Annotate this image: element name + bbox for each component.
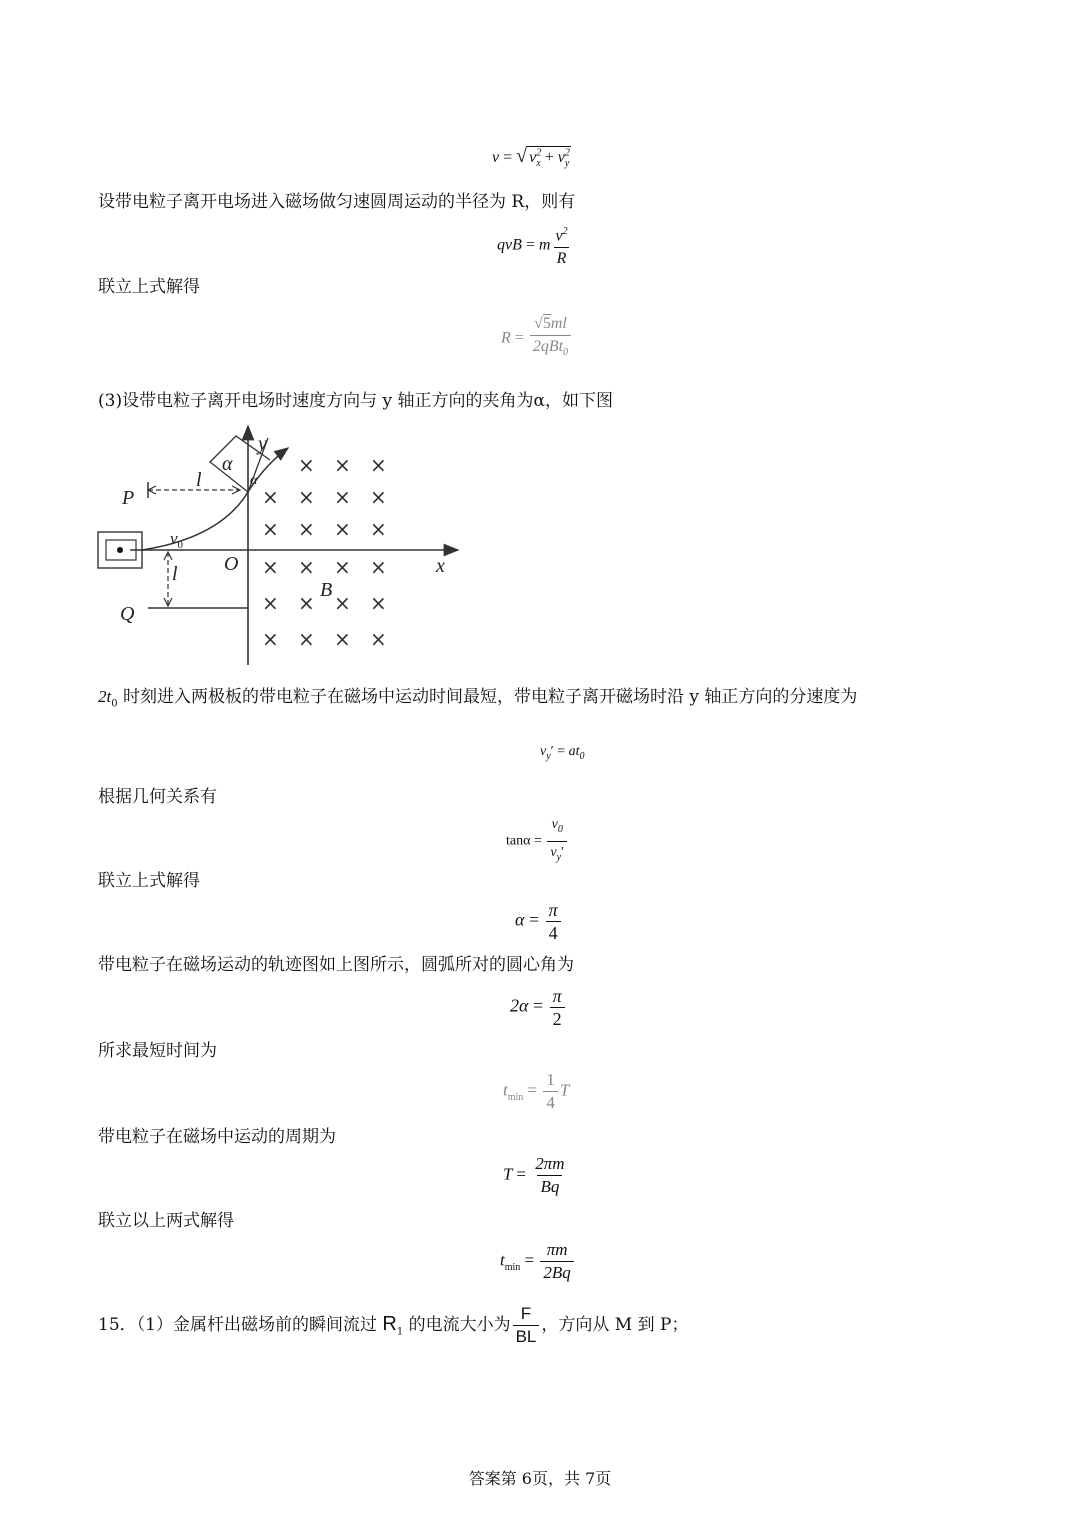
svg-text:×: × [298,555,315,579]
text-geometry: 根据几何关系有 [98,787,217,807]
question-15-answer: 15．（1）金属杆出磁场前的瞬间流过 $R_1$ 的电流大小为 $\frac{F}{BL}$ ，方向从 M 到 P； [98,1304,689,1346]
svg-text:×: × [262,627,279,651]
svg-text:×: × [334,627,351,651]
label-q: Q [120,603,135,625]
eq-symbol: v [529,149,537,166]
label-alpha-arc: α [250,473,258,488]
field-diagram [90,420,470,670]
label-l-top: l [196,469,202,491]
svg-text:×: × [262,517,279,541]
svg-text:×: × [262,591,279,615]
equation-radius [501,314,573,363]
eq-sub: y [564,158,570,170]
text-solve-1: 联立上式解得 [98,277,200,297]
equation-period: T = $\frac{2\pi m}{Bq}$ [503,1154,565,1196]
equation-tmin-period: $t_{min}$ = $\frac{1}{4}$ T [503,1070,570,1112]
text-solve-2: 联立上式解得 [98,871,200,891]
equation-tan: tanα = $\frac{v_0}{v_y'}$ [506,815,569,868]
text-min-time: 所求最短时间为 [98,1041,217,1061]
equation-alpha: α = $\frac{\pi}{4}$ [515,900,563,943]
text-shortest-time: $2t_0$ 时刻进入两极板的带电粒子在磁场中运动时间最短，带电粒子离开磁场时沿 y 轴正方向的分速度为 [98,687,858,710]
fraction [530,314,571,363]
text-period: 带电粒子在磁场中运动的周期为 [98,1127,336,1147]
text-solve-3: 联立以上两式解得 [98,1211,234,1231]
eq-symbol: v [492,149,500,166]
equation-central-angle: 2α = $\frac{\pi}{2}$ [510,986,567,1029]
svg-text:×: × [298,453,315,477]
equation-velocity [492,145,571,169]
svg-text:×: × [262,555,279,579]
eq-plus: + [544,149,554,166]
sqrt-sign: √ [516,145,528,167]
numerator: √5ml [534,315,567,332]
svg-text:×: × [334,453,351,477]
svg-text:×: × [298,485,315,509]
denominator: 2qBt$_0$ [530,335,571,363]
eq-sup: 2 [564,147,570,159]
svg-text:×: × [262,485,279,509]
eq-symbol: v [557,149,565,166]
label-l-bottom: l [172,563,178,585]
label-origin: O [224,553,239,575]
text-radius-intro: 设带电粒子离开电场进入磁场做匀速圆周运动的半径为 R，则有 [98,192,576,212]
text-arc-angle: 带电粒子在磁场运动的轨迹图如上图所示，圆弧所对的圆心角为 [98,955,574,975]
svg-text:×: × [334,485,351,509]
eq-sub: x [536,158,541,170]
label-p: P [122,487,135,509]
svg-text:×: × [370,627,387,651]
fraction [552,222,570,269]
label-v0: $v_0$ [170,529,184,551]
denominator: R [554,247,570,269]
svg-text:×: × [370,555,387,579]
svg-text:×: × [298,627,315,651]
eq-sup: 2 [536,147,542,159]
svg-text:×: × [370,591,387,615]
eq-sign: = [503,149,513,166]
label-y: y [258,433,267,455]
eq-symbol: R [501,329,511,347]
svg-text:×: × [370,517,387,541]
label-b: B [320,579,333,601]
eq-sign: = [525,236,535,254]
equation-vy: $v_y' = at_0$ [540,744,585,762]
eq-sign: = [514,329,524,347]
equation-tmin: $t_{min}$ = $\frac{\pi m}{2Bq}$ [500,1240,576,1283]
svg-text:×: × [298,591,315,615]
field-crosses [262,453,387,651]
eq-symbol: m [538,236,551,254]
label-alpha-box: α [222,453,233,475]
numerator: $v^2$ [555,226,568,245]
svg-text:×: × [370,485,387,509]
eq-symbol: qvB [497,236,522,254]
svg-text:×: × [298,517,315,541]
page-footer: 答案第 6页，共 7页 [468,1469,612,1488]
svg-text:×: × [334,517,351,541]
label-x: x [436,555,445,577]
equation-lorentz [497,222,573,269]
radicand [527,146,571,170]
svg-text:×: × [334,555,351,579]
text-angle-intro: (3)设带电粒子离开电场时速度方向与 y 轴正方向的夹角为α，如下图 [98,391,613,411]
svg-text:×: × [370,453,387,477]
svg-text:×: × [334,591,351,615]
